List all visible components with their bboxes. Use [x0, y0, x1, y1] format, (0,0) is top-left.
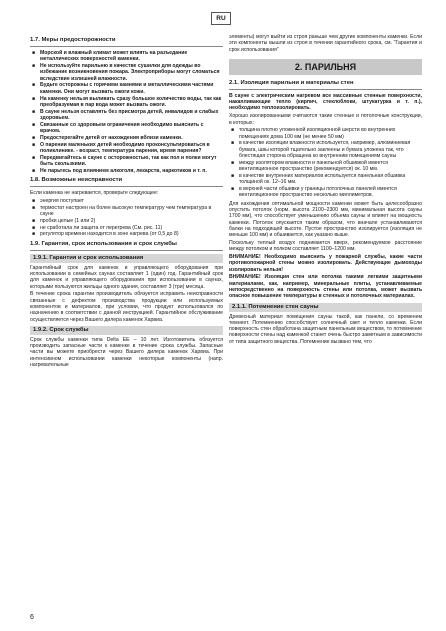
left-column — [30, 34, 223, 370]
bullet-icon: ■ — [32, 197, 36, 204]
bullet-icon: ■ — [32, 95, 36, 102]
list-item: ■ энергия поступает — [32, 197, 85, 204]
bullet-icon: ■ — [32, 224, 36, 231]
list-item: ■ В сауне нельзя оставлять без присмотра детей, инвалидов и слабых здоровьем. — [32, 108, 219, 121]
section-1-7-title: 1.7. Меры предосторожности — [30, 37, 116, 43]
bullet-icon: ■ — [231, 172, 235, 179]
paragraph: Для нахождения оптимальной мощности каменки может быть целесообразно опустить потолок (норм. высота 2100–2300 мм, минимальная высота сауны 1700 мм), что способствует уменьшению объема сауны и влияет на мощность каменки. Потолок опускается таким образом, что вначале устанавливаются балки на подходящей высоте. Пустое пространство изолируется (изоляция не меньше 100 мм) и обшивается, как указано выше. — [229, 200, 422, 239]
bullet-icon: ■ — [231, 140, 235, 147]
insulation-list — [229, 127, 422, 198]
bullet-icon: ■ — [32, 154, 36, 161]
list-item: ■ О парении маленьких детей необходимо проконсультироваться в поликлинике. - возраст, температура парения, время парения? — [32, 141, 210, 154]
paragraph: В течение срока гарантии производитель обязуется исправить неисправности связанные с дефектом производства продукции или используемых компонентов и материалов, при условии, что продукт использовался по назначению в соответствии с данной инструкцией. Гарантийное обслуживание осуществляется через Вашего дилера каменок Харвиа. — [30, 291, 223, 323]
bullet-icon: ■ — [32, 63, 36, 70]
list-item: ■ Не парьтесь под влиянием алкоголя, лекарств, наркотиков и т. п. — [32, 167, 207, 174]
list-item: ■ пробки целые (1 или 2) — [32, 217, 96, 224]
list-item: ■ Предостерегайте детей от нахождения вблизи каменки. — [32, 134, 183, 141]
list-item: ■ в верхней части обшивки у границы потолочных панелей имеется вентиляционное пространство несколько миллиметров. — [231, 186, 397, 199]
list-item: ■ Передвигайтесь в сауне с осторожностью, так как пол и полки могут быть скользкими. — [32, 154, 217, 168]
warning-paragraph: ВНИМАНИЕ! Необходимо выяснить у пожарной службы, какие части противопожарной стены можно изолировать. Действующие дымоходы изолировать нельзя! — [229, 254, 422, 273]
section-2-1-title: 2.1. Изоляция парильни и материалы стен — [229, 79, 354, 86]
bullet-icon: ■ — [32, 108, 36, 115]
divider — [229, 89, 422, 90]
list-item: ■ не сработала ли защита от перегрева (См. рис. 11) — [32, 224, 163, 231]
list-item: ■ термостат настроен на более высокую температуру чем температура в сауне — [32, 204, 212, 218]
paragraph: Если каменка не нагревается, проверьте следующее: — [30, 190, 159, 197]
paragraph-bold: В сауне с электрическим нагревом все массивные стенные поверхности, накапливающие тепло (кирпич, стеклоблоки, штукатурка и т. п.), необходимо теплоизолировать. — [229, 92, 422, 112]
bullet-icon: ■ — [32, 167, 36, 174]
bullet-icon: ■ — [32, 217, 36, 224]
paragraph: Хорошо изолированными считаются такие стенные и потолочные конструкции, в которых: — [229, 113, 422, 126]
list-item: ■ толщина плотно уложенной изоляционной шерсти во внутренних помещениях дома 100 мм (не менее 50 мм) — [231, 127, 396, 140]
paragraph: Поскольку теплый воздух поднимается вверх, рекомендуемое расстояние между потолком и полком составляет 1100–1200 мм. — [229, 239, 422, 253]
bullet-icon: ■ — [32, 134, 36, 141]
right-column — [229, 34, 422, 347]
paragraph: Срок службы каменки типа Delta EE – 10 лет. Изготовитель обязуется производить запасные части к каменке в течение срока службы. Запасные части вы можете приобрести через Вашего дилера каменок Харвиа. При интенсивном использовании каменки некоторые компоненты (напр. нагревательные — [30, 336, 223, 369]
paragraph: Гарантийный срок для каменок и управляющего оборудования при использовании в семейных саунах составляет 1 (один) год. Гарантийный срок для каменок и управляющего оборудования при использовании в саунах, которыми пользуются жильцы одного здания, составляет 3 (три) месяца. — [30, 264, 223, 290]
precautions-list — [30, 50, 223, 174]
bullet-icon: ■ — [231, 186, 235, 193]
list-item: ■ Связанные со здоровьем ограничения необходимо выяснить с врачом. — [32, 121, 204, 135]
list-item: ■ между изолятором влажности и панельной обшивкой имеется вентиляционное пространство (рекомендуется) ок. 10 мм. — [231, 159, 388, 173]
bullet-icon: ■ — [32, 121, 36, 128]
divider — [30, 186, 223, 187]
section-1-9-1-title: 1.9.1. Гарантия и срок использования — [30, 254, 223, 263]
paragraph: Древесный материал помещения сауны такой, как панели, со временем темнеет. Потемнению способствует солнечный свет и тепло каменки. Если поверхность стен обработана защитным панельным веществом, то потемнение поверхности стены над каменкой станет очень быстро заметным в зависимости от типа защитного вещества. Потемнение вызвано тем, что — [229, 313, 422, 345]
bullet-icon: ■ — [32, 82, 36, 89]
list-item: ■ Будьте осторожны с горячими камнями и металлическими частями каменки. Они могут вызвать ожоги кожи. — [32, 82, 214, 95]
list-item: ■ в качестве внутренних материалов используется панельная обшивка толщиной ок. 12–16 мм. — [231, 172, 406, 186]
bullet-icon: ■ — [32, 231, 36, 238]
warning-paragraph: ВНИМАНИЕ! Изоляция стен или потолка такими легкими защитными материалами, как, например, минеральные плиты, устанавливаемые непосредственно на поверхность стены или потолка, может вызвать опасное повышение температуры в стенных и потолочных материалах. — [229, 274, 422, 300]
section-1-8-title: 1.8. Возможные неисправности — [30, 177, 123, 184]
paragraph: элементы) могут выйти из строя раньше чем другие компоненты каменки. Если эти компоненты вышли из строя в течении гарантийного срока, см. "Гарантия и срок использования" — [229, 34, 422, 53]
section-1-9-title: 1.9. Гарантия, срок использования и срок службы — [30, 240, 177, 247]
bullet-icon: ■ — [32, 50, 36, 56]
language-badge: RU — [211, 12, 231, 25]
list-item: ■ На каменку нельзя выливать сразу большое количество воды, так как преобразуемая в пар вода может вызвать ожоги. — [32, 95, 222, 108]
section-1-9-2-title: 1.9.2. Срок службы — [30, 326, 223, 335]
divider — [30, 250, 223, 251]
troubleshooting-list — [30, 198, 223, 238]
page-number: 6 — [30, 614, 34, 621]
list-item: ■ в качестве изоляции влажности используется, например, алюминиевая бумага, швы которой тщательно заклеены и бумага уложена так, что блестящая сторона обращена ко внутренним помещениям сауны — [231, 140, 411, 160]
list-item: ■ Не используйте парильню в качестве сушилки для одежды во избежание возникновения пожара. Электроприборы могут сломаться вследствие излишней влажности. — [32, 63, 220, 82]
divider — [30, 46, 223, 47]
list-item: ■ Морской и влажный климат может влиять на разъедание металлических поверхностей каменки. — [32, 50, 188, 63]
chapter-banner: 2. ПАРИЛЬНЯ — [229, 59, 422, 75]
bullet-icon: ■ — [32, 141, 36, 148]
list-item: ■ регулятор времени находится в зоне нагрева (от 0,5 до 8) — [32, 231, 179, 238]
section-2-1-1-title: 2.1.1. Потемнение стен сауны — [229, 303, 422, 312]
bullet-icon: ■ — [231, 127, 235, 134]
bullet-icon: ■ — [32, 204, 36, 211]
bullet-icon: ■ — [231, 159, 235, 166]
